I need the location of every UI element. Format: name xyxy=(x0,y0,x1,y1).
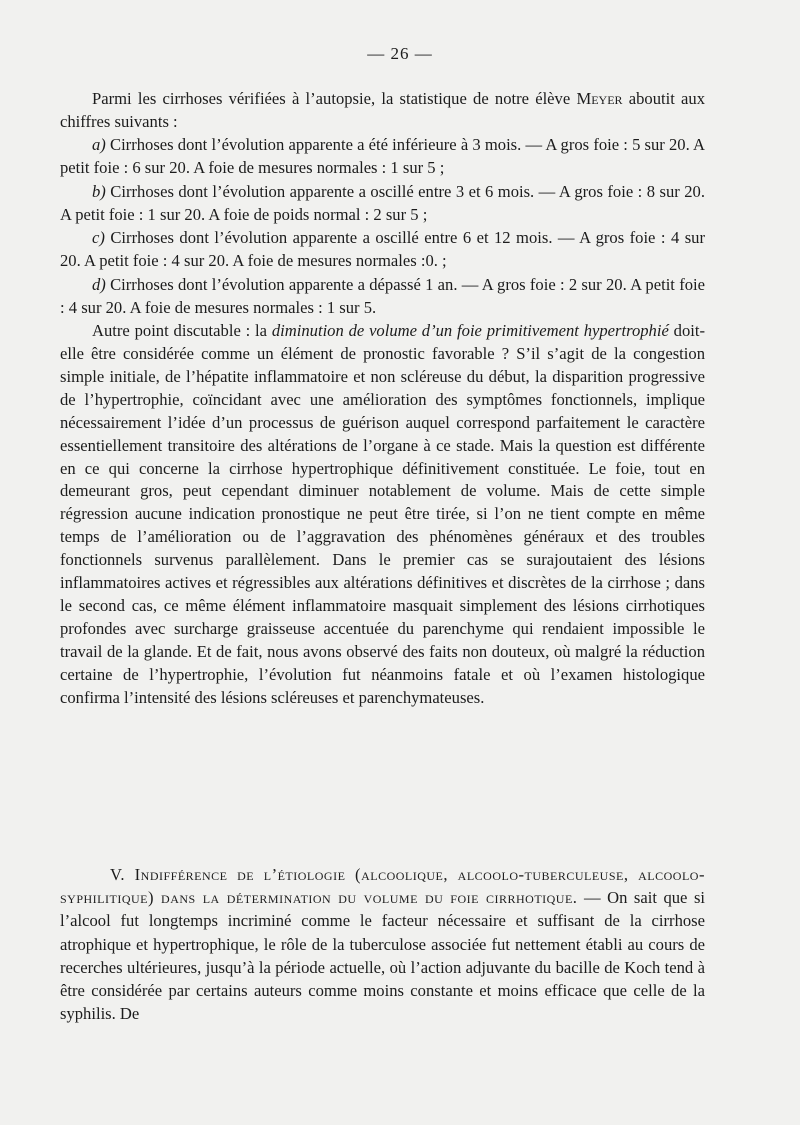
page-number: — 26 — xyxy=(367,44,433,63)
intro-text-before-name: Parmi les cirrhoses vérifiées à l’autopsie, la statistique de notre élève xyxy=(92,89,577,108)
section-v-paragraph xyxy=(60,863,705,1025)
author-name: Meyer xyxy=(576,89,623,108)
item-text: Cirrhoses dont l’évolution apparente a été inférieure à 3 mois. — A gros foie : 5 sur 20. A petit foie : 6 sur 20. A foie de mesures normales : 1 sur 5 ; xyxy=(60,134,705,177)
section-v xyxy=(60,863,705,1025)
discussion-italic-phrase: diminution de volume d’un foie primitivement hypertrophié xyxy=(271,321,669,341)
item-letter: b) xyxy=(92,181,106,201)
list-item-b xyxy=(60,181,705,227)
body-text xyxy=(60,88,705,709)
item-text: Cirrhoses dont l’évolution apparente a oscillé entre 3 et 6 mois. — A gros foie : 8 sur 20. A petit foie : 1 sur 20. A foie de poids normal : 2 sur 5 ; xyxy=(60,181,705,224)
section-body: — On sait que si l’alcool fut longtemps incriminé comme le facteur nécessaire et suffisant de la cirrhose atrophique et hypertrophique, le rôle de la tuberculose associée fut nettement établi au cours de recerches ultérieures, jusqu’à la période actuelle, où l’action adjuvante du bacille de Koch tend à être considérée par certains auteurs comme moins constante et moins efficace que celle de la syphilis. De xyxy=(60,888,706,1024)
list-item-c xyxy=(60,227,705,273)
list-item-d xyxy=(60,274,705,320)
item-letter: c) xyxy=(92,228,105,248)
intro-text-after-name: aboutit aux chiffres suivants : xyxy=(60,89,706,131)
item-letter: a) xyxy=(92,134,106,154)
section-heading: V. Indifférence de l’étiologie (alcoolique, alcoolo-tuberculeuse, alcoolo-syphilitique) dans la détermination du volume du foie cirrhotique. xyxy=(60,865,705,908)
item-text: Cirrhoses dont l’évolution apparente a oscillé entre 6 et 12 mois. — A gros foie : 4 sur 20. A petit foie : 4 sur 20. A foie de mesures normales :0. ; xyxy=(60,228,705,271)
item-letter: d) xyxy=(92,275,106,295)
discussion-rest: doit-elle être considérée comme un élément de pronostic favorable ? S’il s’agit de la congestion simple initiale, de l’hépatite inflammatoire et non scléreuse du début, la disparition progressive de l’hypertrophie, coïncidant avec une amélioration des symptômes fonctionnels, implique nécessairement l’idée d’un processus de guérison auquel correspond parfaitement le caractère essentiellement transitoire des altérations de l’organe à ce stade. Mais la question est différente en ce qui concerne la cirrhose hypertrophique définitivement constituée. Le foie, tout en demeurant gros, peut cependant diminuer notablement de volume. Mais de cette simple régression aucune indication pronostique ne peut être tirée, si l’on ne tient compte en même temps de l’amélioration ou de l’aggravation des phénomènes généraux et des troubles fonctionnels survenus parallèlement. Dans le premier cas se surajoutaient des lésions inflammatoires actives et régressibles aux altérations définitives et discrètes de la cirrhose ; dans le second cas, ce même élément inflammatoire masquait simplement des lésions cirrhotiques profondes avec surcharge graisseuse accentuée du parenchyme qui rendaient impossible le travail de la glande. Et de fait, nous avons observé des faits non douteux, où malgré la réduction certaine de l’hypertrophie, l’évolution fut néanmoins fatale et où l’examen histologique confirma l’intensité des lésions scléreuses et parenchymateuses. xyxy=(60,321,705,707)
item-text: Cirrhoses dont l’évolution apparente a dépassé 1 an. — A gros foie : 2 sur 20. A petit foie : 4 sur 20. A foie de mesures normales : 1 sur 5. xyxy=(60,275,705,318)
discussion-lead: Autre point discutable : la xyxy=(92,321,272,341)
list-item-a xyxy=(60,134,705,180)
intro-paragraph xyxy=(60,88,705,134)
discussion-paragraph xyxy=(60,320,705,709)
